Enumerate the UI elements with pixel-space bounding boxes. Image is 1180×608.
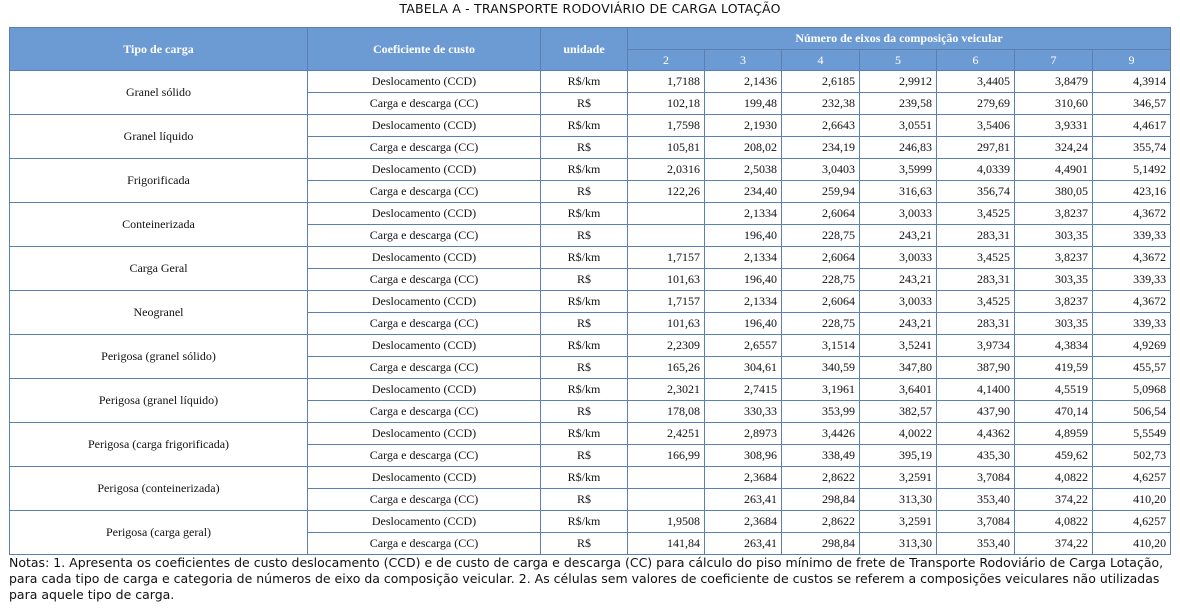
value-cell: 3,1514 xyxy=(782,335,860,357)
value-cell: 2,1930 xyxy=(705,115,782,137)
value-cell: 2,3684 xyxy=(705,467,782,489)
header-unidade: unidade xyxy=(541,28,628,71)
value-cell: 3,8479 xyxy=(1015,71,1093,93)
cargo-type-cell: Granel líquido xyxy=(10,115,308,159)
cargo-type-cell: Perigosa (granel líquido) xyxy=(10,379,308,423)
value-cell: 297,81 xyxy=(937,137,1015,159)
value-cell: 3,0403 xyxy=(782,159,860,181)
value-cell: 5,0968 xyxy=(1093,379,1171,401)
table-title: TABELA A - TRANSPORTE RODOVIÁRIO DE CARGA LOTAÇÃO xyxy=(399,1,781,16)
value-cell: 298,84 xyxy=(782,489,860,511)
cargo-type-cell: Perigosa (granel sólido) xyxy=(10,335,308,379)
header-axle-5: 5 xyxy=(860,50,937,71)
value-cell: 196,40 xyxy=(705,269,782,291)
value-cell: 340,59 xyxy=(782,357,860,379)
coefficient-cell: Carga e descarga (CC) xyxy=(308,225,541,247)
value-cell: 228,75 xyxy=(782,225,860,247)
value-cell: 2,5038 xyxy=(705,159,782,181)
value-cell: 356,74 xyxy=(937,181,1015,203)
value-cell: 387,90 xyxy=(937,357,1015,379)
value-cell: 4,3672 xyxy=(1093,291,1171,313)
coefficient-cell: Carga e descarga (CC) xyxy=(308,445,541,467)
value-cell: 243,21 xyxy=(860,313,937,335)
table-row xyxy=(10,379,1171,401)
table-row xyxy=(10,71,1171,93)
coefficient-cell: Deslocamento (CCD) xyxy=(308,247,541,269)
value-cell: 122,26 xyxy=(628,181,705,203)
unit-cell: R$/km xyxy=(541,335,628,357)
coefficient-cell: Carga e descarga (CC) xyxy=(308,269,541,291)
value-cell: 3,0033 xyxy=(860,247,937,269)
value-cell: 4,1400 xyxy=(937,379,1015,401)
value-cell xyxy=(628,489,705,511)
unit-cell: R$/km xyxy=(541,71,628,93)
value-cell: 3,7084 xyxy=(937,467,1015,489)
unit-cell: R$ xyxy=(541,357,628,379)
value-cell: 3,8237 xyxy=(1015,203,1093,225)
value-cell: 455,57 xyxy=(1093,357,1171,379)
value-cell: 283,31 xyxy=(937,225,1015,247)
value-cell: 2,6064 xyxy=(782,291,860,313)
unit-cell: R$/km xyxy=(541,423,628,445)
header-axle-6: 6 xyxy=(937,50,1015,71)
value-cell: 3,1961 xyxy=(782,379,860,401)
value-cell: 313,30 xyxy=(860,489,937,511)
value-cell: 283,31 xyxy=(937,313,1015,335)
cargo-type-cell: Granel sólido xyxy=(10,71,308,115)
value-cell: 102,18 xyxy=(628,93,705,115)
value-cell: 502,73 xyxy=(1093,445,1171,467)
header-axle-3: 3 xyxy=(705,50,782,71)
unit-cell: R$/km xyxy=(541,379,628,401)
coefficient-cell: Carga e descarga (CC) xyxy=(308,533,541,555)
value-cell: 308,96 xyxy=(705,445,782,467)
value-cell: 1,7157 xyxy=(628,247,705,269)
header-axle-9: 9 xyxy=(1093,50,1171,71)
table-row xyxy=(10,467,1171,489)
value-cell: 4,0022 xyxy=(860,423,937,445)
unit-cell: R$ xyxy=(541,93,628,115)
value-cell: 2,3021 xyxy=(628,379,705,401)
value-cell: 259,94 xyxy=(782,181,860,203)
coefficient-cell: Deslocamento (CCD) xyxy=(308,379,541,401)
value-cell: 234,40 xyxy=(705,181,782,203)
coefficient-cell: Deslocamento (CCD) xyxy=(308,159,541,181)
value-cell: 324,24 xyxy=(1015,137,1093,159)
value-cell: 4,0339 xyxy=(937,159,1015,181)
value-cell: 423,16 xyxy=(1093,181,1171,203)
unit-cell: R$ xyxy=(541,225,628,247)
unit-cell: R$ xyxy=(541,401,628,423)
value-cell: 437,90 xyxy=(937,401,1015,423)
value-cell: 1,7598 xyxy=(628,115,705,137)
value-cell: 4,3834 xyxy=(1015,335,1093,357)
value-cell: 2,2309 xyxy=(628,335,705,357)
unit-cell: R$ xyxy=(541,137,628,159)
value-cell: 3,9331 xyxy=(1015,115,1093,137)
unit-cell: R$ xyxy=(541,445,628,467)
value-cell: 2,6185 xyxy=(782,71,860,93)
coefficient-cell: Deslocamento (CCD) xyxy=(308,291,541,313)
cargo-type-cell: Conteinerizada xyxy=(10,203,308,247)
value-cell: 2,4251 xyxy=(628,423,705,445)
value-cell: 459,62 xyxy=(1015,445,1093,467)
coefficient-cell: Carga e descarga (CC) xyxy=(308,181,541,203)
value-cell: 4,6257 xyxy=(1093,467,1171,489)
value-cell: 2,1334 xyxy=(705,203,782,225)
value-cell: 2,3684 xyxy=(705,511,782,533)
coefficient-cell: Deslocamento (CCD) xyxy=(308,115,541,137)
value-cell: 199,48 xyxy=(705,93,782,115)
coefficient-cell: Carga e descarga (CC) xyxy=(308,401,541,423)
value-cell: 374,22 xyxy=(1015,489,1093,511)
value-cell: 339,33 xyxy=(1093,225,1171,247)
value-cell: 4,3672 xyxy=(1093,203,1171,225)
value-cell xyxy=(628,225,705,247)
value-cell: 2,1436 xyxy=(705,71,782,93)
value-cell: 419,59 xyxy=(1015,357,1093,379)
unit-cell: R$/km xyxy=(541,291,628,313)
coefficient-cell: Deslocamento (CCD) xyxy=(308,511,541,533)
table-row xyxy=(10,115,1171,137)
coefficient-cell: Deslocamento (CCD) xyxy=(308,423,541,445)
value-cell: 346,57 xyxy=(1093,93,1171,115)
value-cell: 3,5406 xyxy=(937,115,1015,137)
unit-cell: R$/km xyxy=(541,511,628,533)
value-cell: 338,49 xyxy=(782,445,860,467)
value-cell: 243,21 xyxy=(860,269,937,291)
value-cell xyxy=(628,203,705,225)
value-cell: 4,3914 xyxy=(1093,71,1171,93)
unit-cell: R$/km xyxy=(541,159,628,181)
unit-cell: R$ xyxy=(541,489,628,511)
value-cell: 3,0033 xyxy=(860,291,937,313)
value-cell: 380,05 xyxy=(1015,181,1093,203)
value-cell: 3,2591 xyxy=(860,511,937,533)
value-cell: 3,0551 xyxy=(860,115,937,137)
coefficient-cell: Deslocamento (CCD) xyxy=(308,467,541,489)
unit-cell: R$/km xyxy=(541,467,628,489)
table-row xyxy=(10,159,1171,181)
coefficient-cell: Carga e descarga (CC) xyxy=(308,313,541,335)
unit-cell: R$ xyxy=(541,181,628,203)
value-cell: 353,40 xyxy=(937,489,1015,511)
value-cell: 2,6064 xyxy=(782,247,860,269)
table-body xyxy=(10,71,1171,555)
value-cell: 330,33 xyxy=(705,401,782,423)
unit-cell: R$/km xyxy=(541,203,628,225)
coefficient-cell: Carga e descarga (CC) xyxy=(308,489,541,511)
value-cell: 3,4525 xyxy=(937,291,1015,313)
value-cell: 506,54 xyxy=(1093,401,1171,423)
value-cell: 4,4617 xyxy=(1093,115,1171,137)
value-cell: 316,63 xyxy=(860,181,937,203)
value-cell: 5,1492 xyxy=(1093,159,1171,181)
value-cell: 1,7157 xyxy=(628,291,705,313)
value-cell: 283,31 xyxy=(937,269,1015,291)
value-cell: 228,75 xyxy=(782,313,860,335)
value-cell: 1,9508 xyxy=(628,511,705,533)
value-cell: 208,02 xyxy=(705,137,782,159)
coefficient-cell: Deslocamento (CCD) xyxy=(308,203,541,225)
value-cell: 4,3672 xyxy=(1093,247,1171,269)
table-notes: Notas: 1. Apresenta os coeficientes de custo deslocamento (CCD) e de custo de carga e descarga (CC) para cálculo do piso mínimo de frete de Transporte Rodoviário de Carga Lotação, para cada tipo de carga e categoria de números de eixo da composição veicular. 2. As células sem valores de coeficiente de custos se referem a composições veiculares não utilizadas para aquele tipo de carga. xyxy=(9,555,1164,602)
unit-cell: R$ xyxy=(541,269,628,291)
value-cell: 3,4525 xyxy=(937,247,1015,269)
unit-cell: R$ xyxy=(541,533,628,555)
unit-cell: R$/km xyxy=(541,115,628,137)
value-cell: 374,22 xyxy=(1015,533,1093,555)
header-tipo-de-carga: Tipo de carga xyxy=(10,28,308,71)
value-cell: 196,40 xyxy=(705,225,782,247)
value-cell: 2,6557 xyxy=(705,335,782,357)
header-axle-7: 7 xyxy=(1015,50,1093,71)
cargo-type-cell: Frigorificada xyxy=(10,159,308,203)
value-cell: 382,57 xyxy=(860,401,937,423)
value-cell: 313,30 xyxy=(860,533,937,555)
value-cell: 2,8622 xyxy=(782,467,860,489)
value-cell: 3,2591 xyxy=(860,467,937,489)
value-cell: 2,8622 xyxy=(782,511,860,533)
header-axle-4: 4 xyxy=(782,50,860,71)
value-cell: 2,6064 xyxy=(782,203,860,225)
value-cell: 165,26 xyxy=(628,357,705,379)
value-cell: 246,83 xyxy=(860,137,937,159)
value-cell: 232,38 xyxy=(782,93,860,115)
value-cell: 298,84 xyxy=(782,533,860,555)
table-row xyxy=(10,511,1171,533)
value-cell: 3,5999 xyxy=(860,159,937,181)
value-cell: 243,21 xyxy=(860,225,937,247)
value-cell: 2,0316 xyxy=(628,159,705,181)
value-cell: 279,69 xyxy=(937,93,1015,115)
coefficient-cell: Carga e descarga (CC) xyxy=(308,357,541,379)
table-row xyxy=(10,247,1171,269)
value-cell: 178,08 xyxy=(628,401,705,423)
value-cell: 4,8959 xyxy=(1015,423,1093,445)
value-cell: 353,99 xyxy=(782,401,860,423)
value-cell: 263,41 xyxy=(705,533,782,555)
value-cell: 2,9912 xyxy=(860,71,937,93)
value-cell: 3,6401 xyxy=(860,379,937,401)
value-cell: 347,80 xyxy=(860,357,937,379)
header-coeficiente: Coeficiente de custo xyxy=(308,28,541,71)
value-cell: 141,84 xyxy=(628,533,705,555)
value-cell: 339,33 xyxy=(1093,313,1171,335)
value-cell: 3,8237 xyxy=(1015,247,1093,269)
value-cell xyxy=(628,467,705,489)
coefficient-cell: Carga e descarga (CC) xyxy=(308,93,541,115)
value-cell: 355,74 xyxy=(1093,137,1171,159)
header-numero-de-eixos: Número de eixos da composição veicular xyxy=(628,28,1171,50)
value-cell: 4,4362 xyxy=(937,423,1015,445)
value-cell: 470,14 xyxy=(1015,401,1093,423)
value-cell: 196,40 xyxy=(705,313,782,335)
value-cell: 304,61 xyxy=(705,357,782,379)
value-cell: 3,0033 xyxy=(860,203,937,225)
value-cell: 166,99 xyxy=(628,445,705,467)
value-cell: 2,6643 xyxy=(782,115,860,137)
value-cell: 263,41 xyxy=(705,489,782,511)
cargo-type-cell: Perigosa (conteinerizada) xyxy=(10,467,308,511)
value-cell: 2,1334 xyxy=(705,247,782,269)
table-row xyxy=(10,203,1171,225)
coefficient-cell: Deslocamento (CCD) xyxy=(308,71,541,93)
freight-coefficient-table xyxy=(9,27,1171,555)
value-cell: 105,81 xyxy=(628,137,705,159)
value-cell: 5,5549 xyxy=(1093,423,1171,445)
value-cell: 3,9734 xyxy=(937,335,1015,357)
cargo-type-cell: Neogranel xyxy=(10,291,308,335)
value-cell: 3,4405 xyxy=(937,71,1015,93)
value-cell: 310,60 xyxy=(1015,93,1093,115)
value-cell: 2,1334 xyxy=(705,291,782,313)
unit-cell: R$/km xyxy=(541,247,628,269)
value-cell: 303,35 xyxy=(1015,269,1093,291)
value-cell: 4,6257 xyxy=(1093,511,1171,533)
coefficient-cell: Carga e descarga (CC) xyxy=(308,137,541,159)
unit-cell: R$ xyxy=(541,313,628,335)
value-cell: 353,40 xyxy=(937,533,1015,555)
value-cell: 4,4901 xyxy=(1015,159,1093,181)
value-cell: 2,8973 xyxy=(705,423,782,445)
cargo-type-cell: Perigosa (carga geral) xyxy=(10,511,308,555)
value-cell: 395,19 xyxy=(860,445,937,467)
value-cell: 3,4525 xyxy=(937,203,1015,225)
value-cell: 4,5519 xyxy=(1015,379,1093,401)
table-row xyxy=(10,423,1171,445)
value-cell: 239,58 xyxy=(860,93,937,115)
value-cell: 101,63 xyxy=(628,313,705,335)
table-row xyxy=(10,291,1171,313)
value-cell: 339,33 xyxy=(1093,269,1171,291)
value-cell: 101,63 xyxy=(628,269,705,291)
coefficient-cell: Deslocamento (CCD) xyxy=(308,335,541,357)
value-cell: 4,0822 xyxy=(1015,511,1093,533)
cargo-type-cell: Carga Geral xyxy=(10,247,308,291)
value-cell: 303,35 xyxy=(1015,225,1093,247)
value-cell: 3,5241 xyxy=(860,335,937,357)
value-cell: 435,30 xyxy=(937,445,1015,467)
value-cell: 3,7084 xyxy=(937,511,1015,533)
table-row xyxy=(10,335,1171,357)
value-cell: 234,19 xyxy=(782,137,860,159)
value-cell: 4,9269 xyxy=(1093,335,1171,357)
value-cell: 1,7188 xyxy=(628,71,705,93)
value-cell: 3,4426 xyxy=(782,423,860,445)
value-cell: 2,7415 xyxy=(705,379,782,401)
value-cell: 410,20 xyxy=(1093,533,1171,555)
value-cell: 410,20 xyxy=(1093,489,1171,511)
header-axle-2: 2 xyxy=(628,50,705,71)
value-cell: 3,8237 xyxy=(1015,291,1093,313)
cargo-type-cell: Perigosa (carga frigorificada) xyxy=(10,423,308,467)
value-cell: 228,75 xyxy=(782,269,860,291)
value-cell: 4,0822 xyxy=(1015,467,1093,489)
value-cell: 303,35 xyxy=(1015,313,1093,335)
